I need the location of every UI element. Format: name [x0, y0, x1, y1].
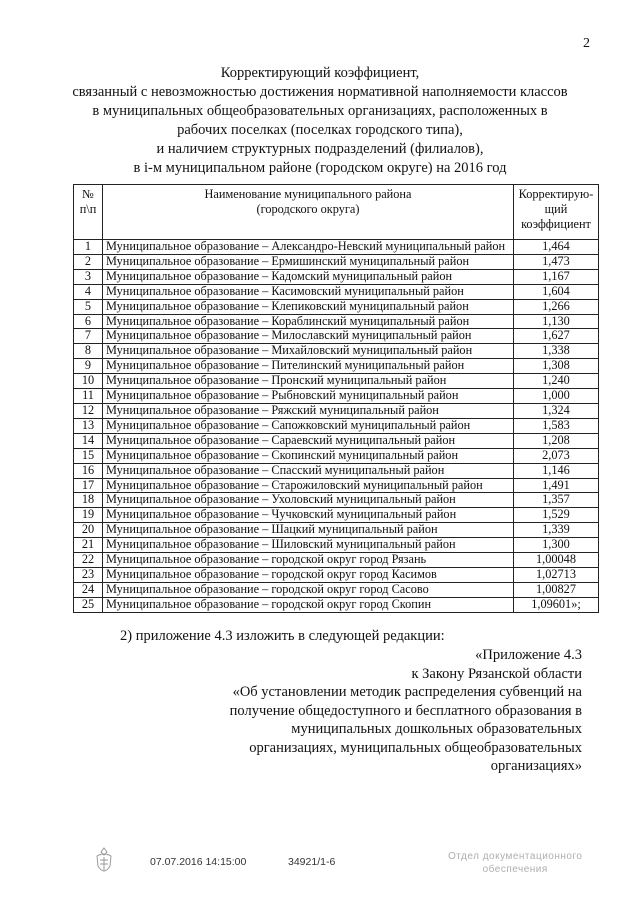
table-body	[74, 240, 599, 613]
coat-of-arms-icon	[93, 846, 115, 878]
row-coefficient: 1,02713	[514, 567, 599, 582]
row-number: 24	[74, 582, 103, 597]
annex-line: «Приложение 4.3	[475, 647, 582, 663]
table-row	[74, 418, 599, 433]
row-name: Муниципальное образование – городской округ город Скопин	[103, 597, 514, 612]
amendment-paragraph: 2) приложение 4.3 изложить в следующей редакции:	[120, 628, 445, 644]
table-row	[74, 240, 599, 255]
row-number: 18	[74, 493, 103, 508]
row-coefficient: 1,146	[514, 463, 599, 478]
row-number: 22	[74, 553, 103, 568]
annex-line: организациях, муниципальных общеобразовательных	[249, 739, 582, 756]
table-row	[74, 553, 599, 568]
table-row	[74, 314, 599, 329]
row-number: 7	[74, 329, 103, 344]
row-name: Муниципальное образование – Сапожковский муниципальный район	[103, 418, 514, 433]
row-coefficient: 1,266	[514, 299, 599, 314]
row-number: 21	[74, 538, 103, 553]
header-coefficient-line: щий	[544, 202, 568, 216]
row-name: Муниципальное образование – городской округ город Рязань	[103, 553, 514, 568]
row-number: 23	[74, 567, 103, 582]
table-row	[74, 374, 599, 389]
row-coefficient: 1,627	[514, 329, 599, 344]
row-coefficient: 1,240	[514, 374, 599, 389]
row-coefficient: 1,604	[514, 284, 599, 299]
table-row	[74, 582, 599, 597]
row-name: Муниципальное образование – Спасский муниципальный район	[103, 463, 514, 478]
row-number: 17	[74, 478, 103, 493]
table-row	[74, 254, 599, 269]
row-name: Муниципальное образование – Кадомский муниципальный район	[103, 269, 514, 284]
row-name: Муниципальное образование – Александро-Невский муниципальный район	[103, 240, 514, 255]
row-number: 1	[74, 240, 103, 255]
row-number: 4	[74, 284, 103, 299]
table-row	[74, 567, 599, 582]
row-coefficient: 1,09601»;	[514, 597, 599, 612]
row-coefficient: 1,00827	[514, 582, 599, 597]
row-number: 16	[74, 463, 103, 478]
annex-line: «Об установлении методик распределения субвенций на	[232, 684, 582, 700]
row-name: Муниципальное образование – Шиловский муниципальный район	[103, 538, 514, 553]
table-row	[74, 508, 599, 523]
row-coefficient: 1,308	[514, 359, 599, 374]
table-row	[74, 299, 599, 314]
row-number: 13	[74, 418, 103, 433]
row-coefficient: 1,167	[514, 269, 599, 284]
row-number: 20	[74, 523, 103, 538]
row-coefficient: 1,491	[514, 478, 599, 493]
header-coefficient	[514, 185, 599, 240]
table-row	[74, 523, 599, 538]
office-stamp	[448, 850, 582, 876]
row-name: Муниципальное образование – Старожиловский муниципальный район	[103, 478, 514, 493]
title-line: связанный с невозможностью достижения нормативной наполняемости классов	[72, 84, 568, 100]
row-coefficient: 1,529	[514, 508, 599, 523]
row-coefficient: 1,000	[514, 389, 599, 404]
table-row	[74, 389, 599, 404]
stamp-line: Отдел документационного	[448, 851, 583, 862]
table-row	[74, 329, 599, 344]
table-row	[74, 403, 599, 418]
row-number: 6	[74, 314, 103, 329]
annex-heading	[162, 646, 582, 776]
header-name	[103, 185, 514, 240]
annex-line: муниципальных дошкольных образовательных	[291, 721, 582, 737]
row-number: 19	[74, 508, 103, 523]
row-coefficient: 1,208	[514, 433, 599, 448]
table-row	[74, 538, 599, 553]
row-name: Муниципальное образование – Скопинский муниципальный район	[103, 448, 514, 463]
title-line: рабочих поселках (поселках городского типа),	[177, 122, 463, 138]
header-number-line: п\п	[79, 202, 97, 216]
row-name: Муниципальное образование – Чучковский муниципальный район	[103, 508, 514, 523]
row-number: 11	[74, 389, 103, 404]
table-row	[74, 463, 599, 478]
row-name: Муниципальное образование – городской округ город Сасово	[103, 582, 514, 597]
row-coefficient: 1,464	[514, 240, 599, 255]
row-number: 9	[74, 359, 103, 374]
annex-line: организациях»	[490, 758, 582, 774]
row-coefficient: 1,473	[514, 254, 599, 269]
row-name: Муниципальное образование – Пителинский муниципальный район	[103, 359, 514, 374]
footer-date: 07.07.2016 14:15:00	[150, 856, 247, 868]
table-row	[74, 478, 599, 493]
row-name: Муниципальное образование – Сараевский муниципальный район	[103, 433, 514, 448]
row-number: 10	[74, 374, 103, 389]
header-name-line: Наименование муниципального района	[204, 187, 412, 201]
row-coefficient: 2,073	[514, 448, 599, 463]
table-row	[74, 284, 599, 299]
row-coefficient: 1,583	[514, 418, 599, 433]
row-name: Муниципальное образование – Ряжский муниципальный район	[103, 403, 514, 418]
row-number: 14	[74, 433, 103, 448]
stamp-line: обеспечения	[482, 864, 548, 875]
title-line: в муниципальных общеобразовательных организациях, расположенных в	[92, 103, 548, 119]
row-name: Муниципальное образование – Шацкий муниципальный район	[103, 523, 514, 538]
page-number: 2	[583, 36, 590, 51]
row-number: 15	[74, 448, 103, 463]
title-line: Корректирующий коэффициент,	[220, 65, 420, 81]
row-coefficient: 1,130	[514, 314, 599, 329]
row-coefficient: 1,300	[514, 538, 599, 553]
coefficient-table	[73, 184, 599, 613]
table-row	[74, 359, 599, 374]
footer-document-code: 34921/1-6	[288, 856, 336, 868]
table-row	[74, 493, 599, 508]
header-number-line: №	[82, 187, 94, 201]
row-coefficient: 1,357	[514, 493, 599, 508]
row-coefficient: 1,339	[514, 523, 599, 538]
table-row	[74, 597, 599, 612]
row-name: Муниципальное образование – Михайловский муниципальный район	[103, 344, 514, 359]
table-row	[74, 433, 599, 448]
row-number: 8	[74, 344, 103, 359]
header-name-line: (городского округа)	[256, 202, 360, 216]
row-number: 2	[74, 254, 103, 269]
table-row	[74, 269, 599, 284]
row-coefficient: 1,00048	[514, 553, 599, 568]
title-line: в i-м муниципальном районе (городском округе) на 2016 год	[133, 160, 507, 176]
row-name: Муниципальное образование – Ухоловский муниципальный район	[103, 493, 514, 508]
row-name: Муниципальное образование – Милославский муниципальный район	[103, 329, 514, 344]
row-name: Муниципальное образование – Кораблинский муниципальный район	[103, 314, 514, 329]
row-number: 25	[74, 597, 103, 612]
row-name: Муниципальное образование – Касимовский муниципальный район	[103, 284, 514, 299]
row-coefficient: 1,338	[514, 344, 599, 359]
row-number: 5	[74, 299, 103, 314]
table-row	[74, 344, 599, 359]
header-number	[74, 185, 103, 240]
document-title	[60, 64, 580, 178]
title-line: и наличием структурных подразделений (филиалов),	[156, 141, 484, 157]
row-name: Муниципальное образование – Клепиковский муниципальный район	[103, 299, 514, 314]
row-name: Муниципальное образование – Пронский муниципальный район	[103, 374, 514, 389]
table-row	[74, 448, 599, 463]
annex-line: получение общедоступного и бесплатного образования в	[229, 702, 582, 719]
row-number: 12	[74, 403, 103, 418]
table-header-row	[74, 185, 599, 240]
header-coefficient-line: коэффициент	[521, 217, 591, 231]
row-number: 3	[74, 269, 103, 284]
row-name: Муниципальное образование – городской округ город Касимов	[103, 567, 514, 582]
row-name: Муниципальное образование – Рыбновский муниципальный район	[103, 389, 514, 404]
header-coefficient-line: Корректирую-	[518, 187, 594, 201]
row-coefficient: 1,324	[514, 403, 599, 418]
row-name: Муниципальное образование – Ермишинский муниципальный район	[103, 254, 514, 269]
annex-line: к Закону Рязанской области	[411, 665, 582, 682]
